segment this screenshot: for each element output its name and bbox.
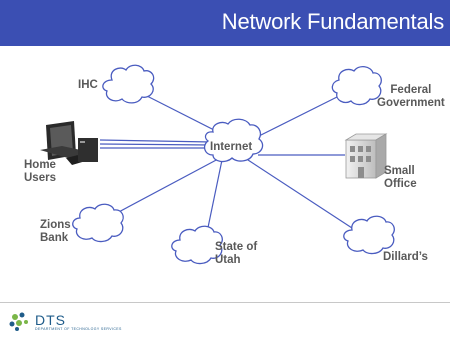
connection-lines: [100, 93, 352, 242]
node-label-ihc: IHC: [78, 79, 98, 91]
footer-logo-subtext: DEPARTMENT OF TECHNOLOGY SERVICES: [35, 327, 122, 331]
node-label-internet: Internet: [210, 141, 253, 153]
node-label-utah: State of Utah: [215, 241, 258, 266]
node-label-federal: Federal Government: [377, 84, 445, 109]
link-home-2: [100, 144, 212, 145]
footer-divider: [0, 302, 450, 303]
link-dillards: [248, 160, 352, 228]
node-label-zions: Zions Bank: [40, 219, 71, 244]
title-bar: [0, 0, 450, 46]
cloud-federal: [332, 67, 381, 105]
node-label-small-office: Small Office: [384, 165, 417, 190]
building-icon: [346, 134, 386, 178]
link-federal: [255, 93, 345, 138]
node-label-home: Home Users: [24, 159, 56, 184]
link-ihc: [145, 95, 218, 132]
cloud-zions: [73, 204, 123, 241]
slide-title: Network Fundamentals: [221, 9, 444, 34]
cloud-ihc: [103, 65, 154, 103]
link-home-1: [100, 140, 212, 142]
node-label-dillards: Dillard’s: [383, 251, 428, 263]
dts-logo-icon: [6, 309, 32, 333]
footer-logo-text: DTS: [35, 312, 66, 328]
cloud-dillards: [344, 216, 394, 253]
